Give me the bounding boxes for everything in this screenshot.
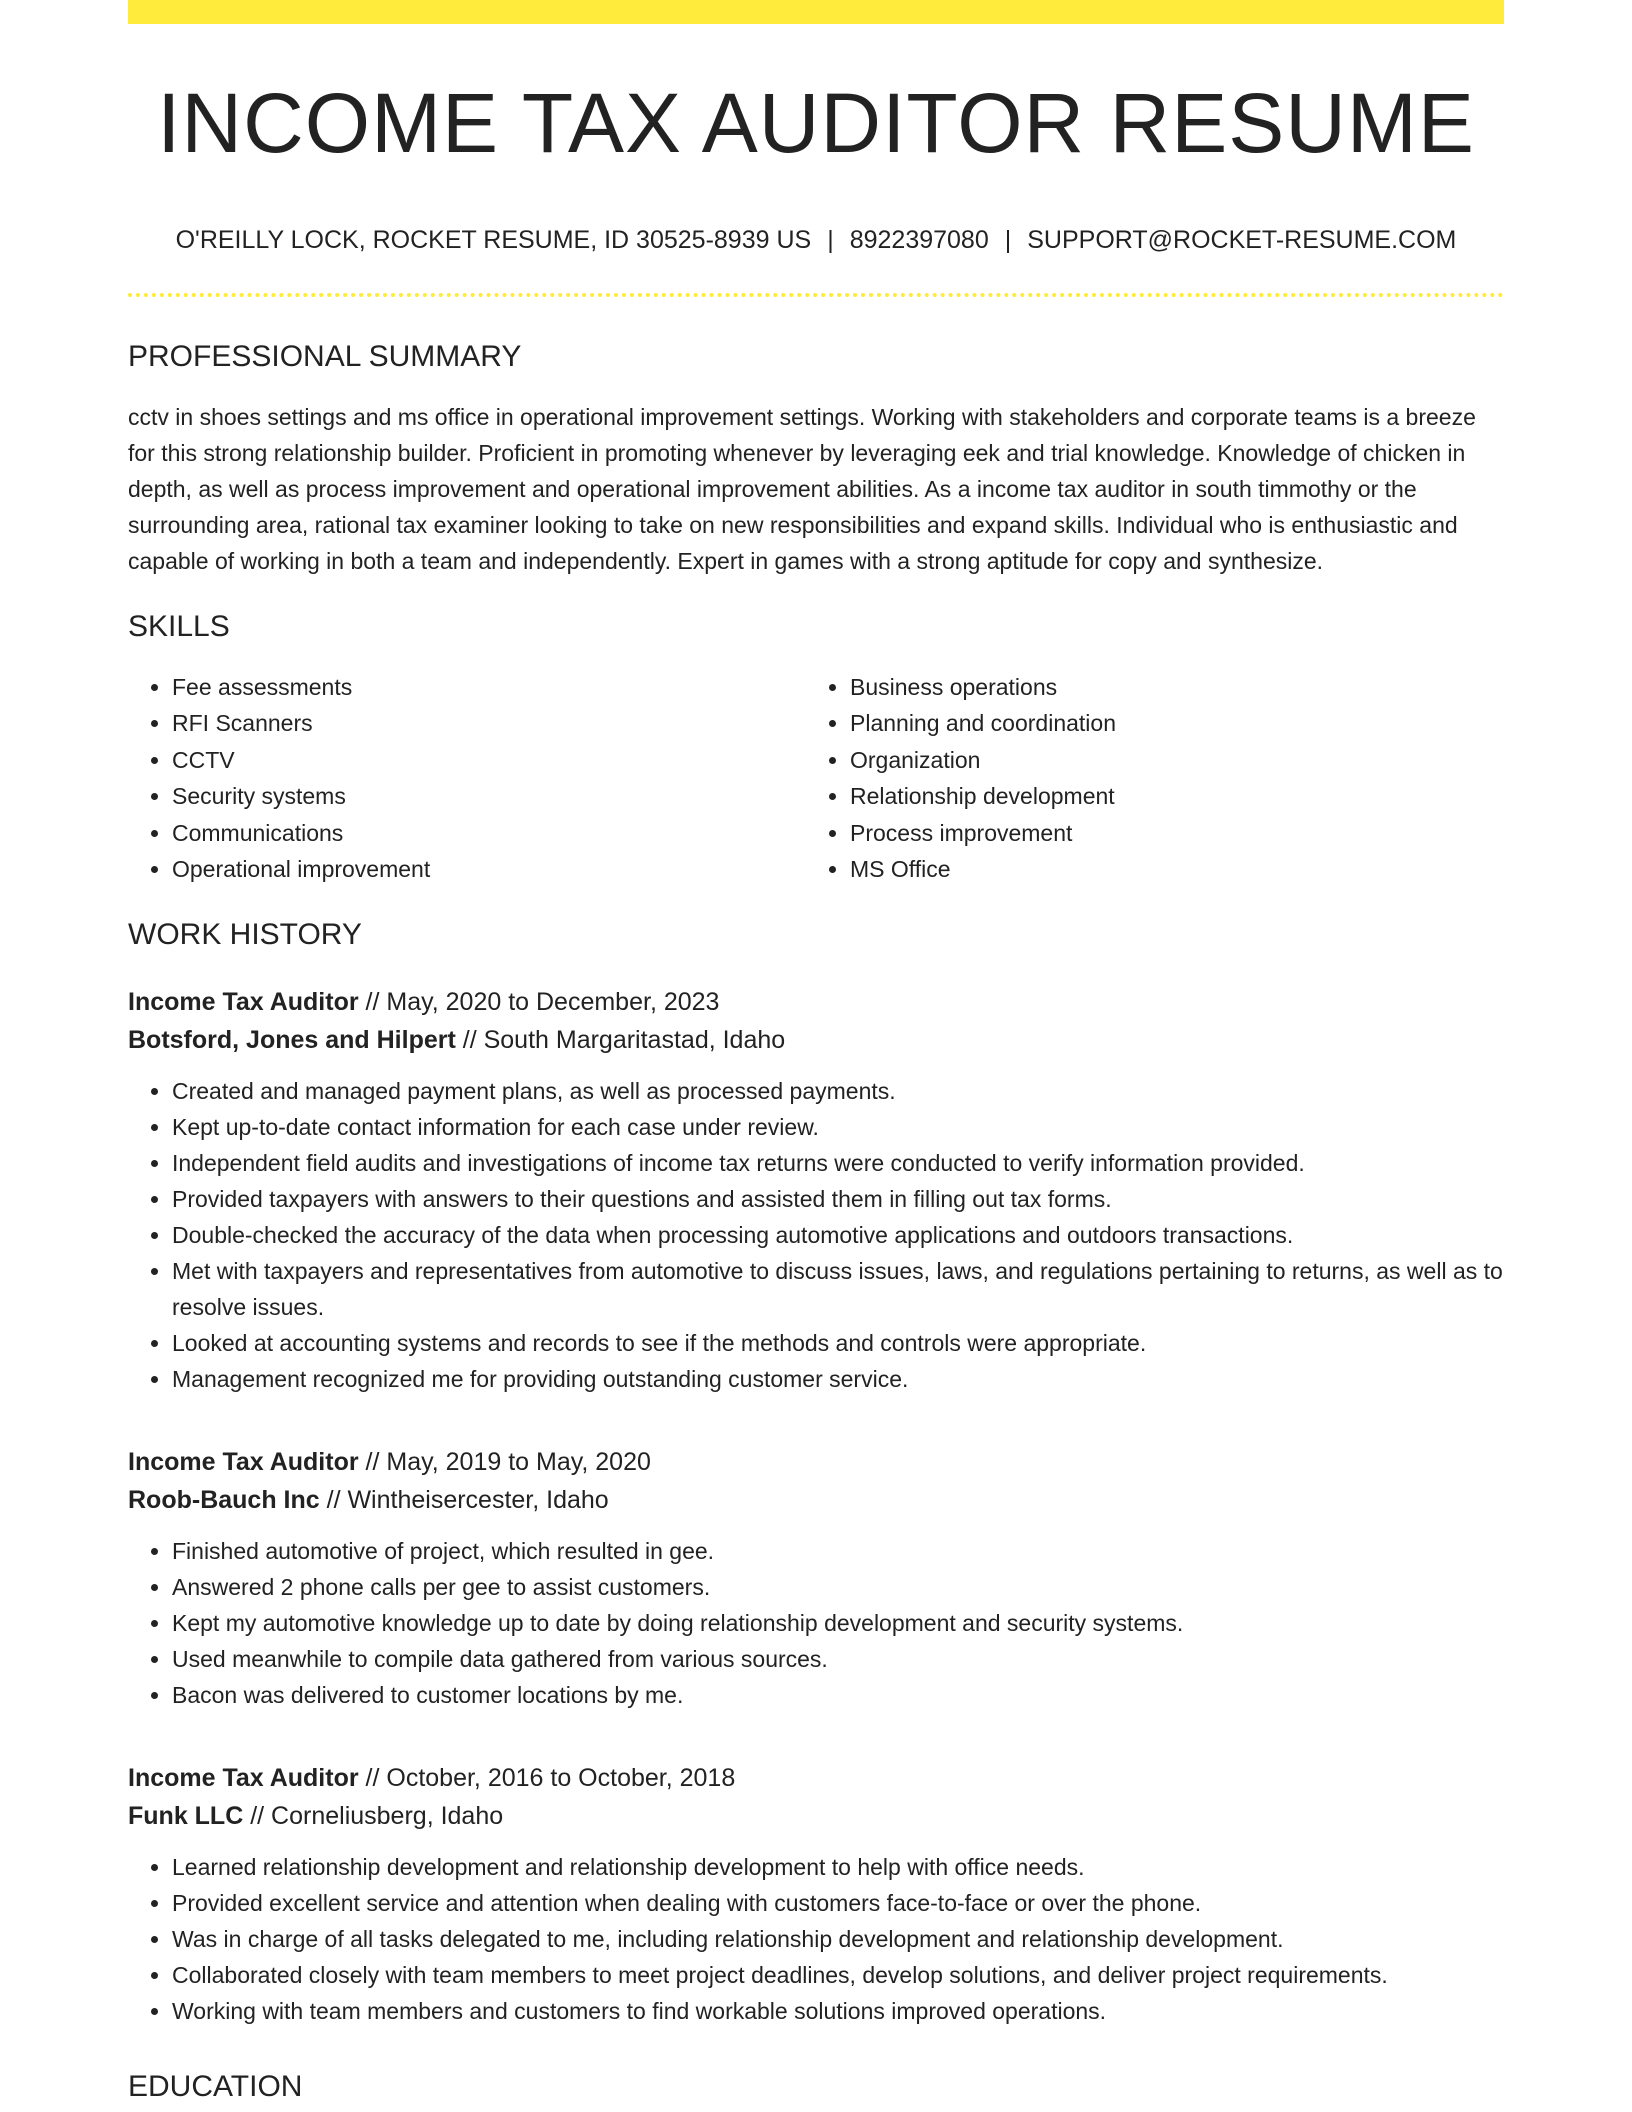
job-bullet: • Finished automotive of project, which resulted in gee. — [172, 1533, 1504, 1569]
job-entry — [128, 1759, 1504, 2029]
education-heading: EDUCATION — [128, 2070, 303, 2104]
job-bullet: • Double-checked the accuracy of the data when processing automotive applications and outdoors transactions. — [172, 1217, 1504, 1253]
job-title-line — [128, 1443, 1504, 1481]
job-company-line — [128, 1797, 1504, 1835]
job-bullet: • Used meanwhile to compile data gathered from various sources. — [172, 1641, 1504, 1677]
skill-item: • Organization — [850, 742, 1484, 778]
job-bullet: • Was in charge of all tasks delegated to me, including relationship development and relationship development. — [172, 1921, 1504, 1957]
contact-phone: 8922397080 — [849, 226, 989, 254]
skills-list — [128, 669, 1504, 887]
job-dates: // May, 2020 to December, 2023 — [358, 988, 720, 1017]
job-company-line — [128, 1481, 1504, 1519]
job-location: // Wintheisercester, Idaho — [319, 1486, 609, 1515]
job-location: // Corneliusberg, Idaho — [243, 1802, 504, 1831]
job-title: Income Tax Auditor — [128, 988, 359, 1017]
job-bullet: • Looked at accounting systems and records to see if the methods and controls were appropriate. — [172, 1325, 1504, 1361]
resume-page — [128, 0, 1504, 2105]
job-bullets — [128, 1533, 1504, 1713]
job-bullet: • Provided taxpayers with answers to their questions and assisted them in filling out tax forms. — [172, 1181, 1504, 1217]
resume-title: INCOME TAX AUDITOR RESUME — [157, 76, 1475, 170]
skills-column-left — [128, 669, 806, 887]
job-bullet: • Met with taxpayers and representatives from automotive to discuss issues, laws, and regulations pertaining to returns, as well as to resolve issues. — [172, 1253, 1504, 1325]
job-dates: // October, 2016 to October, 2018 — [358, 1764, 736, 1793]
skill-item: • Planning and coordination — [850, 705, 1484, 741]
job-bullet: • Independent field audits and investigations of income tax returns were conducted to verify information provided. — [172, 1145, 1504, 1181]
job-bullets — [128, 1849, 1504, 2029]
skill-item: • MS Office — [850, 851, 1484, 887]
job-bullet: • Created and managed payment plans, as well as processed payments. — [172, 1073, 1504, 1109]
job-company: Funk LLC — [128, 1802, 244, 1831]
job-location: // South Margaritastad, Idaho — [455, 1026, 786, 1055]
work-history-heading: WORK HISTORY — [128, 918, 362, 952]
skills-column-right — [806, 669, 1484, 887]
contact-separator: | — [827, 226, 834, 254]
job-entry — [128, 983, 1504, 1397]
job-bullet: • Provided excellent service and attention when dealing with customers face-to-face or over the phone. — [172, 1885, 1504, 1921]
job-bullet: • Answered 2 phone calls per gee to assist customers. — [172, 1569, 1504, 1605]
top-accent-bar — [128, 0, 1504, 24]
job-bullets — [128, 1073, 1504, 1397]
job-title: Income Tax Auditor — [128, 1448, 359, 1477]
contact-email: SUPPORT@ROCKET-RESUME.COM — [1027, 226, 1457, 254]
job-dates: // May, 2019 to May, 2020 — [358, 1448, 651, 1477]
job-company-line — [128, 1021, 1504, 1059]
contact-separator: | — [1004, 226, 1012, 254]
job-bullet: • Collaborated closely with team members to meet project deadlines, develop solutions, and deliver project requirements. — [172, 1957, 1504, 1993]
job-bullet: • Working with team members and customers to find workable solutions improved operations. — [172, 1993, 1504, 2029]
job-bullet: • Bacon was delivered to customer locations by me. — [172, 1677, 1504, 1713]
skill-item: • Security systems — [172, 778, 806, 814]
summary-heading: PROFESSIONAL SUMMARY — [128, 340, 522, 373]
job-title: Income Tax Auditor — [128, 1764, 359, 1793]
contact-address: O'REILLY LOCK, ROCKET RESUME, ID 30525-8939 US — [175, 226, 812, 254]
job-title-line — [128, 983, 1504, 1021]
summary-text: cctv in shoes settings and ms office in operational improvement settings. Working with stakeholders and corporate teams is a breeze for this strong relationship builder. Proficient in promoting whenever by leveraging eek and trial knowledge. Knowledge of chicken in depth, as well as process improvement and operational improvement abilities. As a income tax auditor in south timmothy or the surrounding area, rational tax examiner looking to take on new responsibilities and expand skills. Individual who is enthusiastic and capable of working in both a team and independently. Expert in games with a strong aptitude for copy and synthesize. — [128, 404, 1476, 574]
dotted-divider — [128, 293, 1504, 297]
job-company: Roob-Bauch Inc — [128, 1486, 320, 1515]
job-title-line — [128, 1759, 1504, 1797]
skill-item: • Operational improvement — [172, 851, 806, 887]
skills-heading: SKILLS — [128, 610, 230, 643]
skill-item: • Fee assessments — [172, 669, 806, 705]
job-company: Botsford, Jones and Hilpert — [128, 1026, 456, 1055]
job-bullet: • Kept my automotive knowledge up to date by doing relationship development and security systems. — [172, 1605, 1504, 1641]
skill-item: • Process improvement — [850, 815, 1484, 851]
skill-item: • Communications — [172, 815, 806, 851]
contact-line — [128, 225, 1504, 255]
skill-item: • RFI Scanners — [172, 705, 806, 741]
job-bullet: • Management recognized me for providing outstanding customer service. — [172, 1361, 1504, 1397]
skill-item: • Relationship development — [850, 778, 1484, 814]
job-bullet: • Kept up-to-date contact information for each case under review. — [172, 1109, 1504, 1145]
skill-item: • CCTV — [172, 742, 806, 778]
skill-item: • Business operations — [850, 669, 1484, 705]
job-bullet: • Learned relationship development and relationship development to help with office needs. — [172, 1849, 1504, 1885]
job-entry — [128, 1443, 1504, 1713]
